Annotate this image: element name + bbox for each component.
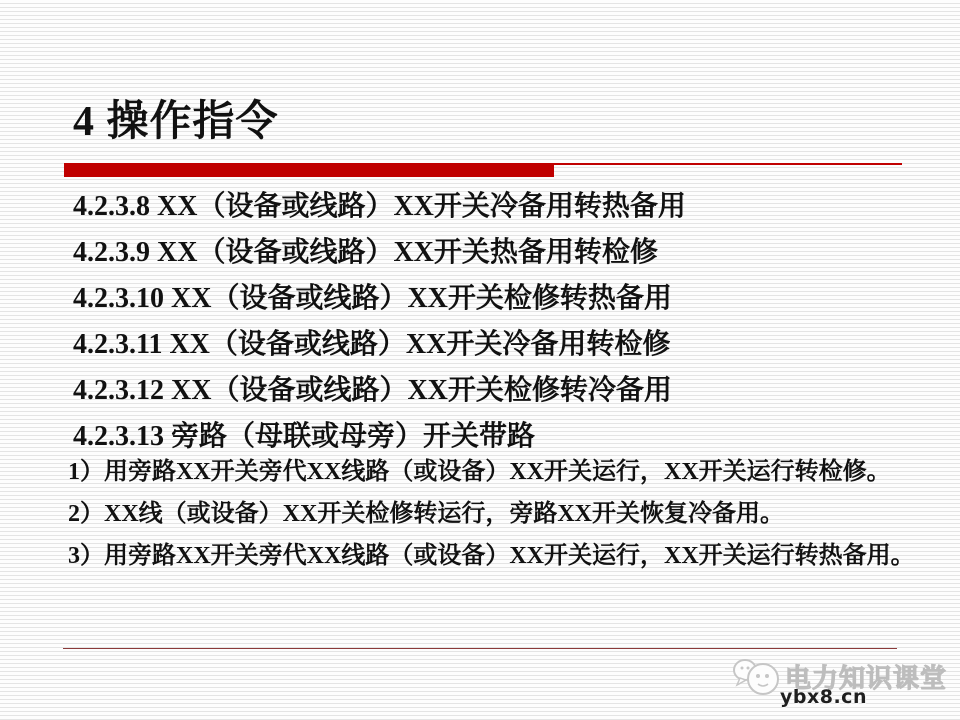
sub-step: 3）用旁路XX开关旁代XX线路（或设备）XX开关运行，XX开关运行转热备用。 — [68, 543, 915, 569]
operation-item: 4.2.3.8 XX（设备或线路）XX开关冷备用转热备用 — [73, 191, 686, 222]
operation-item: 4.2.3.9 XX（设备或线路）XX开关热备用转检修 — [73, 237, 658, 268]
operation-items-list — [73, 184, 686, 460]
title-accent-line — [554, 163, 902, 165]
watermark-site-text: ybx8.cn — [780, 686, 867, 708]
operation-item: 4.2.3.13 旁路（母联或母旁）开关带路 — [73, 421, 536, 452]
operation-item: 4.2.3.11 XX（设备或线路）XX开关冷备用转检修 — [73, 329, 671, 360]
sub-step: 1）用旁路XX开关旁代XX线路（或设备）XX开关运行，XX开关运行转检修。 — [68, 459, 891, 485]
operation-item: 4.2.3.10 XX（设备或线路）XX开关检修转热备用 — [73, 283, 672, 314]
operation-item: 4.2.3.12 XX（设备或线路）XX开关检修转冷备用 — [73, 375, 672, 406]
watermark — [730, 653, 956, 715]
sub-steps-list — [68, 457, 918, 583]
footer-divider — [63, 648, 897, 649]
watermark-logo-icon — [732, 657, 784, 699]
sub-step: 2）XX线（或设备）XX开关检修转运行，旁路XX开关恢复冷备用。 — [68, 501, 784, 527]
slide-title: 4 操作指令 — [73, 99, 279, 145]
watermark-brand-text: 电力知识课堂 — [785, 664, 948, 693]
title-accent-bar — [64, 163, 554, 177]
